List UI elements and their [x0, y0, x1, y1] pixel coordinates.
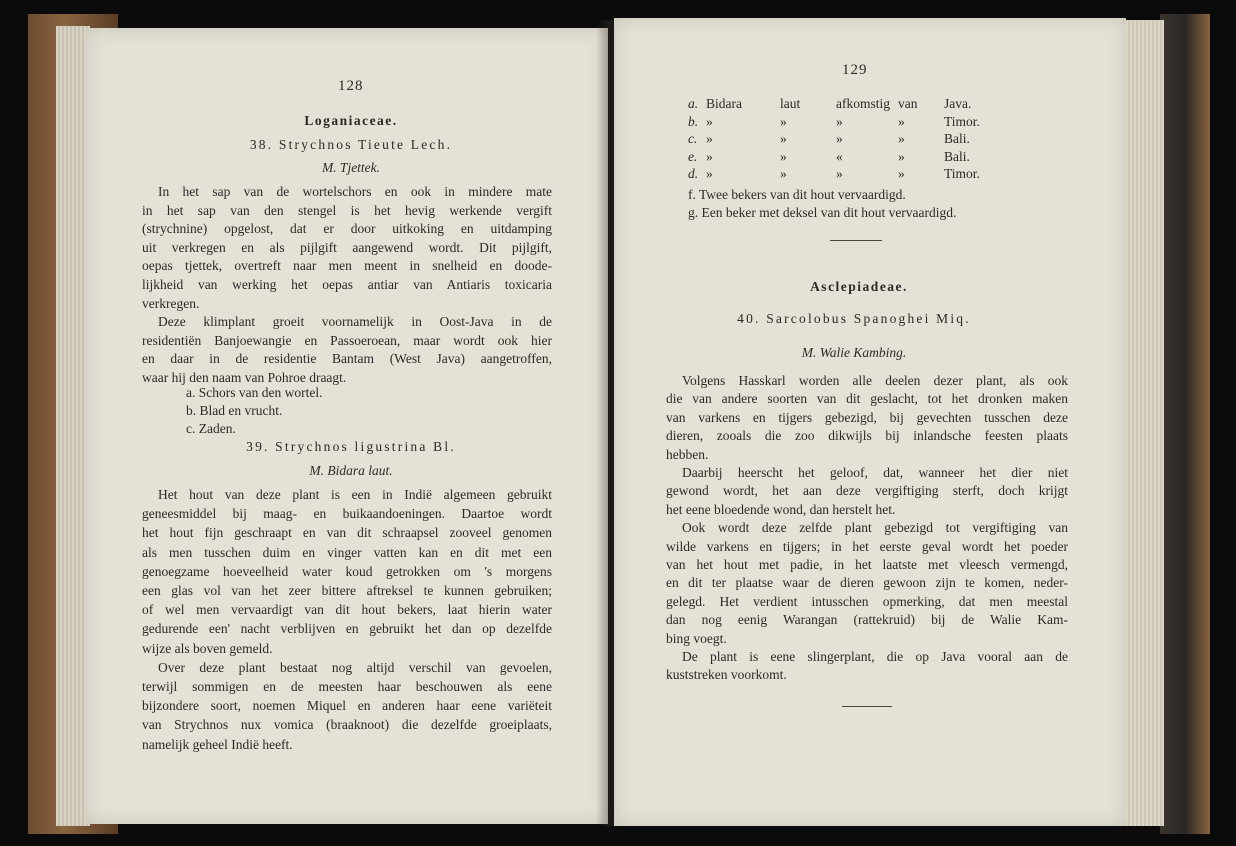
text-line: en dit ter plaatse waar de dieren gewoon zijn te komen, neder- [666, 575, 1068, 591]
text-line: residentiën Banjoewangie en Passoeroean, maar wordt ook hier [142, 332, 552, 348]
text-line: uit verkregen en als pijlgift aangewend wordt. Dit pijlgift, [142, 239, 552, 255]
text-line: die van andere soorten van dit geslacht, tot het dronken maken [666, 391, 1068, 407]
text-line: hebben. [666, 446, 709, 462]
table-cell: Bali. [944, 131, 970, 146]
page-number: 128 [338, 78, 364, 94]
text-line: Deze klimplant groeit voornamelijk in Oost-Java in de [158, 314, 552, 330]
table-cell: » [898, 166, 905, 181]
text-line: dieren, zooals die zoo dikwijls bij inlandsche feesten plaats [666, 428, 1068, 444]
text-line: (strychnine) opgelost, dat er door uitkoking en uitdamping [142, 221, 552, 237]
specimen-item: b. Blad en vrucht. [186, 403, 283, 418]
text-line: geneesmiddel bij maag- en buikaandoeningen. Daartoe wordt [142, 506, 552, 522]
table-cell: » [780, 131, 787, 146]
table-cell: laut [780, 96, 801, 111]
species-title: 38. Strychnos Tieute Lech. [249, 137, 453, 152]
local-name: M. Walie Kambing. [801, 345, 907, 360]
table-cell: » [780, 166, 787, 181]
text-line: het hout fijn geschraapt en van dit schraapsel zooveel genomen [142, 525, 552, 541]
text-line: genoegzame hoeveelheid water koud getrokken om 's morgens [142, 563, 552, 579]
text-line: bijzondere soort, noemen Miquel en anderen haar eene variëteit [142, 698, 552, 714]
text-line: van Strychnos nux vomica (braaknoot) die dezelfde groeiplaats, [142, 717, 552, 733]
table-cell: « [836, 148, 843, 164]
text-line: waar hij den naam van Pohroe draagt. [142, 370, 347, 385]
book-cover-right [1160, 14, 1210, 834]
table-cell: » [780, 113, 787, 129]
table-cell: Timor. [944, 113, 980, 129]
text-line: gedurende een' nacht verblijven en gebruikt het dan op dezelfde [142, 621, 552, 637]
text-line: dan nog eenig Warangan (rattekruid) bij de Walie Kam- [666, 612, 1068, 628]
page-edges-left [56, 26, 90, 826]
section-divider [830, 240, 882, 241]
table-cell: » [898, 113, 905, 129]
table-cell: » [898, 148, 905, 164]
table-cell: » [706, 113, 713, 129]
text-line: terwijl sommigen en de meesten haar beschouwen als eene [142, 679, 552, 694]
specimen-item: g. Een beker met deksel van dit hout vervaardigd. [688, 205, 957, 220]
table-cell: van [898, 96, 918, 111]
table-cell: Bali. [944, 148, 970, 164]
local-name: M. Tjettek. [321, 160, 381, 175]
species-title: 40. Sarcolobus Spanoghei Miq. [737, 311, 971, 326]
text-line: kuststreken voorkomt. [666, 667, 787, 683]
text-line: Over deze plant bestaat nog altijd verschil van gevoelen, [158, 659, 552, 675]
text-line: Daarbij heerscht het geloof, dat, wanneer het dier niet [682, 465, 1068, 480]
text-line: lijkheid van werking het oepas antiar van Antiaris toxicaria [142, 277, 552, 292]
text-line: een glas vol van het zeer bittere aftreksel te kunnen gebruiken; [142, 583, 552, 598]
table-cell: » [706, 131, 713, 146]
specimen-item: c. Zaden. [186, 421, 236, 436]
text-line: en daar in de residentie Bantam (West Java) aangetroffen, [142, 351, 552, 367]
table-cell: » [836, 166, 843, 181]
family-heading: Asclepiadeae. [810, 279, 908, 294]
table-cell: afkomstig [836, 96, 890, 111]
text-line: in het sap van den stengel is het hevig werkende vergift [142, 202, 552, 218]
text-line: verkregen. [142, 295, 200, 311]
table-cell: » [706, 148, 713, 164]
text-line: gewond wordt, het aan deze vergiftiging sterft, doch krijgt [666, 483, 1068, 499]
section-divider [842, 706, 892, 707]
table-cell: Java. [944, 96, 972, 111]
text-line: het eene bloedende wond, dan herstelt het. [666, 501, 896, 517]
table-cell: Timor. [944, 166, 980, 181]
page-edges-right [1122, 20, 1164, 826]
left-page [86, 28, 608, 824]
text-line: In het sap van de wortelschors en ook in mindere mate [158, 184, 552, 199]
text-line: namelijk geheel Indië heeft. [142, 736, 293, 752]
table-cell: Bidara [706, 96, 742, 111]
specimen-table [688, 96, 1028, 191]
table-cell: a. [688, 96, 699, 111]
table-cell: b. [688, 113, 699, 129]
text-line: Het hout van deze plant is een in Indië algemeen gebruikt [158, 487, 552, 502]
table-cell: e. [688, 148, 698, 164]
text-line: of wel men vervaardigt van dit hout bekers, laat hierin water [142, 602, 552, 618]
text-line: Volgens Hasskarl worden alle deelen dezer plant, als ook [682, 373, 1068, 388]
species-title: 39. Strychnos ligustrina Bl. [246, 439, 456, 454]
specimen-item: f. Twee bekers van dit hout vervaardigd. [688, 187, 906, 202]
family-heading: Loganiaceae. [304, 113, 398, 128]
table-cell: » [706, 166, 713, 181]
right-page [614, 18, 1126, 826]
text-line: wijze als boven gemeld. [142, 640, 273, 656]
text-line: oepas tjettek, overtreft naar men meent in snelheid en doode- [142, 258, 552, 274]
text-line: als men tusschen duim en vinger vatten kan en dit met een [142, 544, 552, 560]
text-line: De plant is eene slingerplant, die op Java vooral aan de [682, 649, 1068, 664]
table-cell: » [780, 148, 787, 164]
table-cell: » [898, 131, 905, 146]
text-line: bing voegt. [666, 630, 727, 646]
text-line: wilde varkens en tijgers; in het eerste geval wordt het poeder [666, 538, 1068, 554]
text-line: van varkens en tijgers gebezigd, bij gevechten tusschen deze [666, 409, 1068, 425]
table-cell: » [836, 131, 843, 146]
table-cell: c. [688, 131, 698, 146]
text-line: van het hout met padie, in het laatste met vleesch vermengd, [666, 557, 1068, 572]
local-name: M. Bidara laut. [309, 463, 393, 478]
text-line: Ook wordt deze zelfde plant gebezigd tot vergiftiging van [682, 520, 1068, 536]
page-number: 129 [842, 62, 868, 78]
text-line: gelegd. Het verdient intusschen opmerking, dat men meestal [666, 593, 1068, 609]
specimen-item: a. Schors van den wortel. [186, 385, 323, 400]
table-cell: d. [688, 166, 699, 181]
table-cell: » [836, 113, 843, 129]
